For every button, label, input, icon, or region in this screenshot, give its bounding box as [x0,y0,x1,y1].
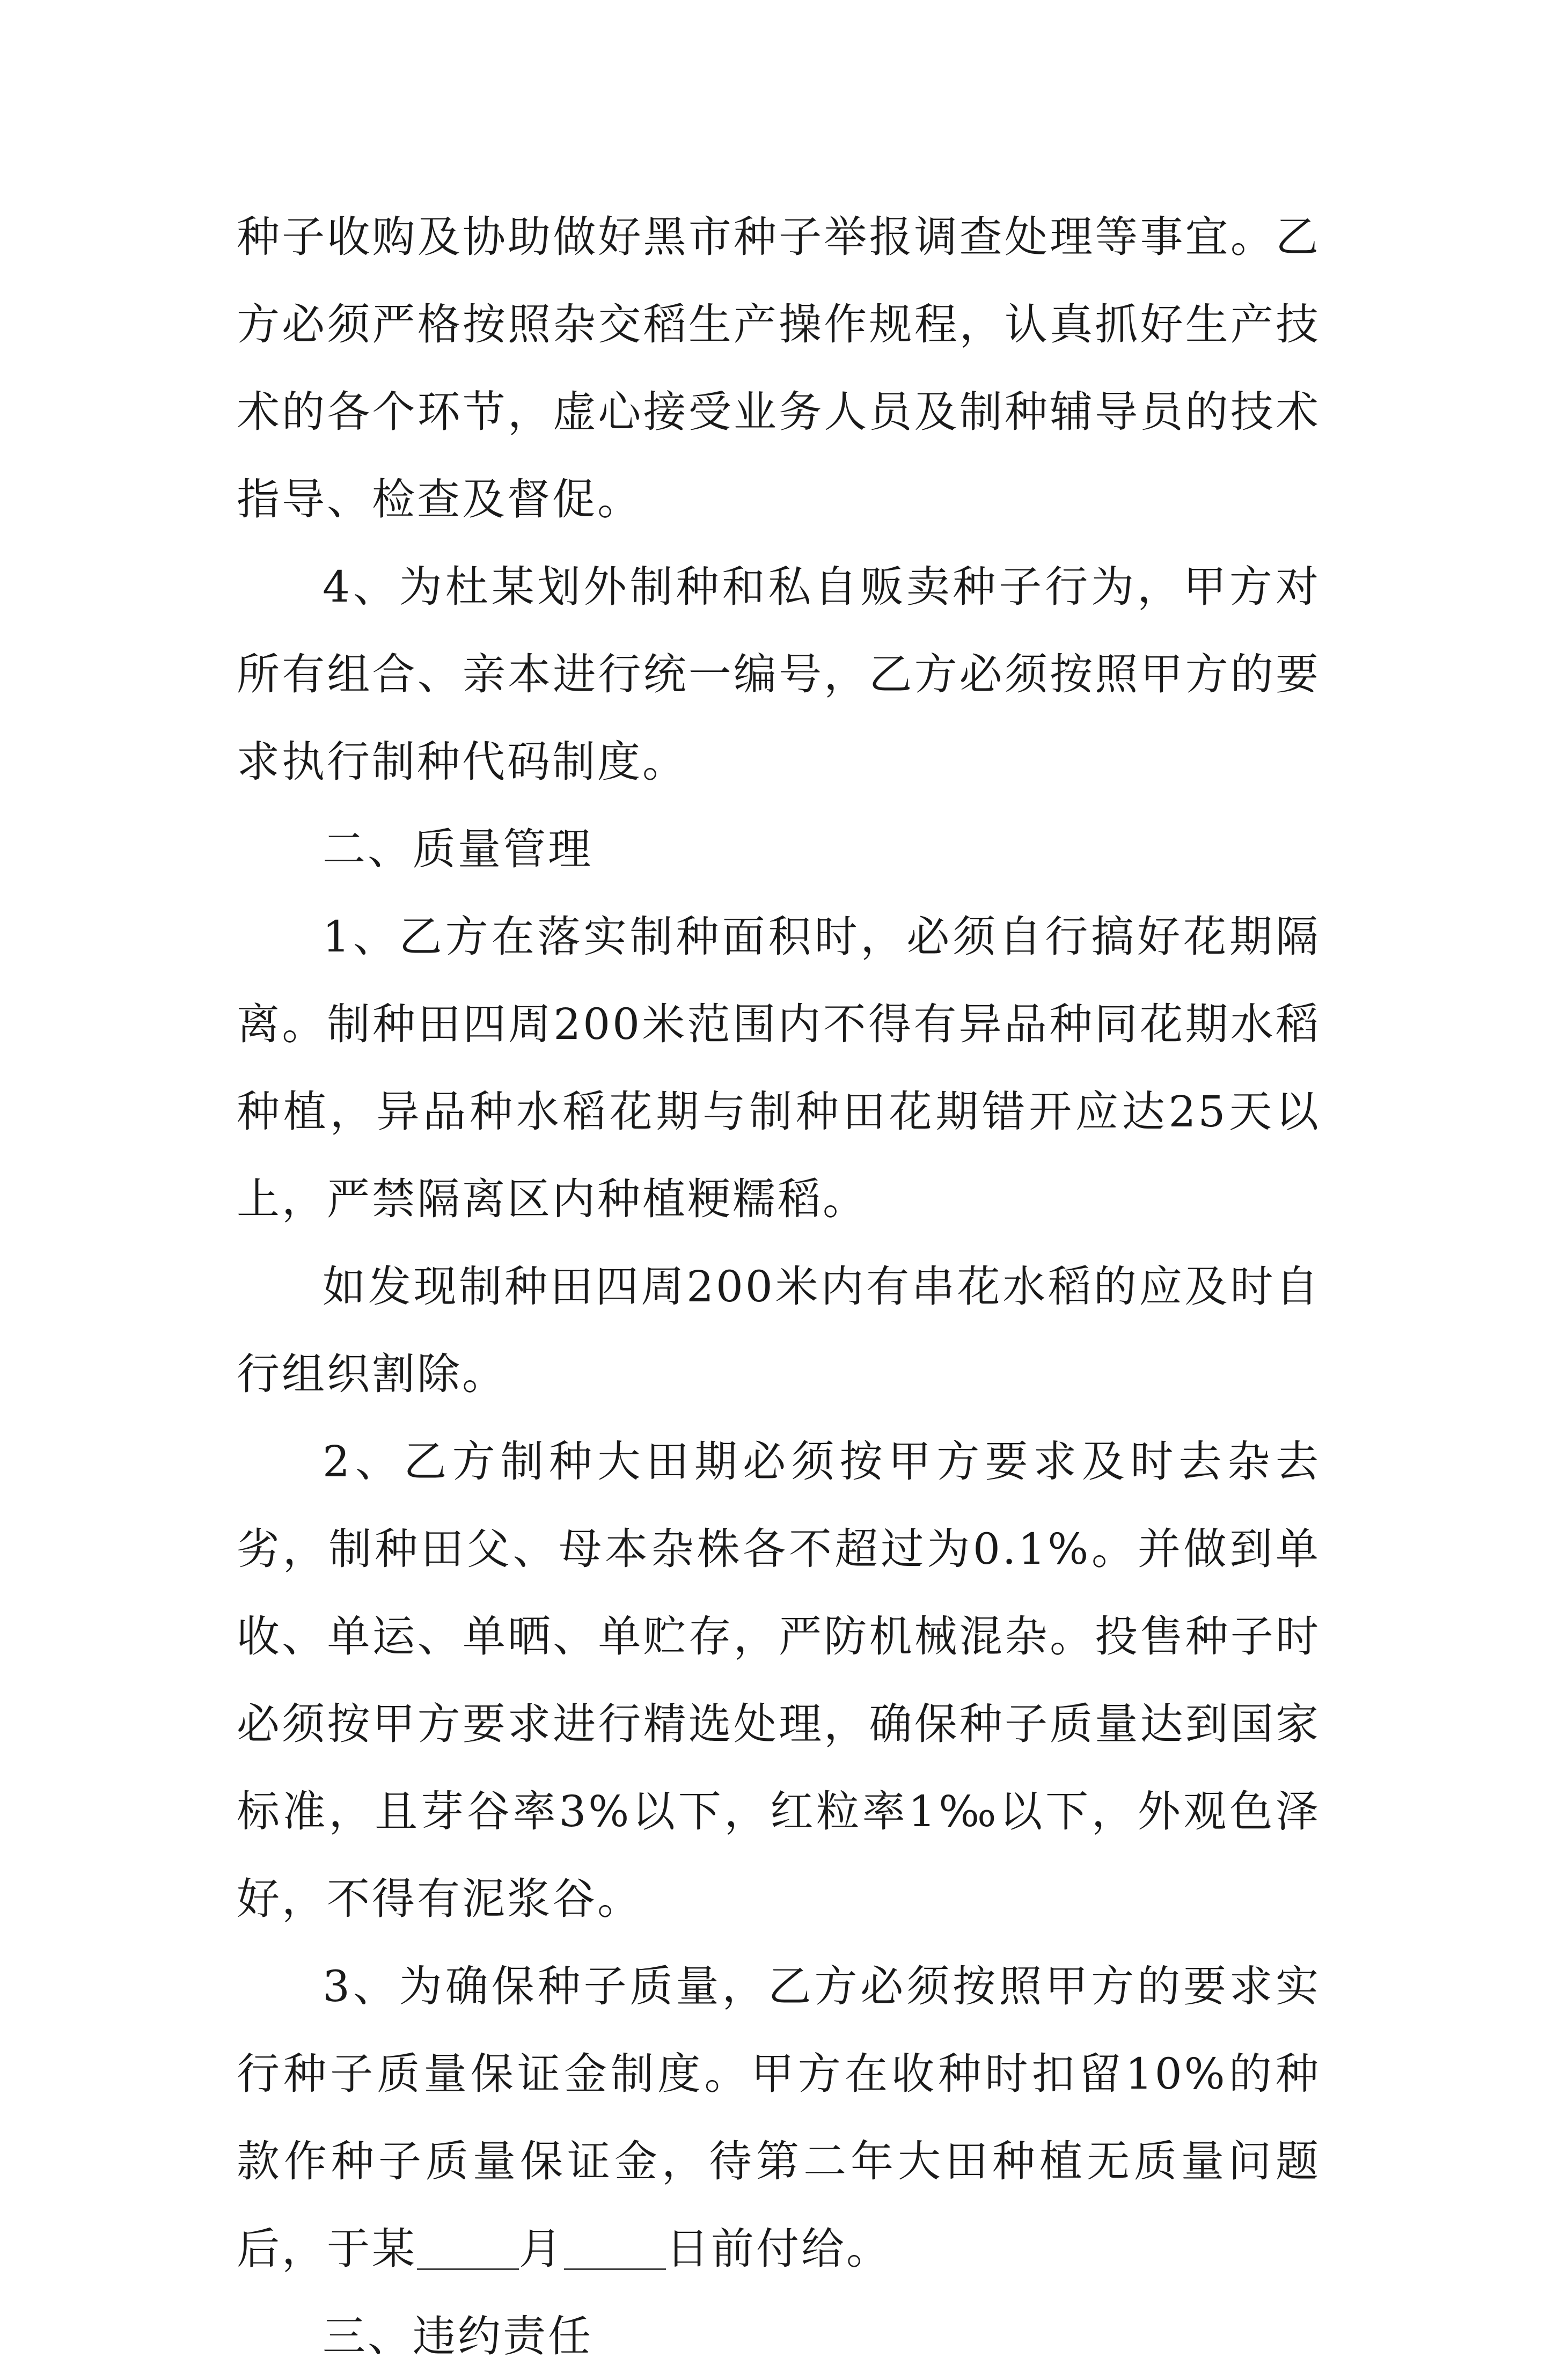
paragraph-cross-pollination: 如发现制种田四周200米内有串花水稻的应及时自行组织割除。 [237,1262,1321,1399]
clause-3-text-start: 3、为确保种子质量，乙方必须按照甲方的要求实行种子质量保证金制度。甲方在收种时扣留10%的种款作种子质量保证金，待第二年大田种植无质量问题后，于某 [237,1961,1321,2274]
paragraph-quality-clause-3 [237,1943,1321,2293]
section-heading-liability: 三、违约责任 [323,2311,593,2361]
clause-3-text-end: 日前付给。 [666,2224,891,2274]
section-heading-quality: 二、质量管理 [323,824,593,874]
paragraph-quality-clause-1: 1、乙方在落实制种面积时，必须自行搞好花期隔离。制种田四周200米范围内不得有异品种同花期水稻种植，异品种水稻花期与制种田花期错开应达25天以上，严禁隔离区内种植粳糯稻。 [237,912,1321,1224]
paragraph-seed-purchase: 种子收购及协助做好黑市种子举报调查处理等事宜。乙方必须严格按照杂交稻生产操作规程，认真抓好生产技术的各个环节，虚心接受业务人员及制种辅导员的技术指导、检查及督促。 [237,212,1321,524]
paragraph-quality-clause-2: 2、乙方制种大田期必须按甲方要求及时去杂去劣，制种田父、母本杂株各不超过为0.1%。并做到单收、单运、单晒、单贮存，严防机械混杂。投售种子时必须按甲方要求进行精选处理，确保种子质量达到国家标准，且芽谷率3%以下，红粒率1‰以下，外观色泽好，不得有泥浆谷。 [237,1437,1321,1924]
clause-3-month-label: 月 [519,2224,564,2274]
day-blank [564,2225,666,2270]
month-blank [417,2225,519,2270]
document-body [237,193,1321,2380]
paragraph-clause-4: 4、为杜某划外制种和私自贩卖种子行为，甲方对所有组合、亲本进行统一编号，乙方必须按照甲方的要求执行制种代码制度。 [237,562,1321,787]
